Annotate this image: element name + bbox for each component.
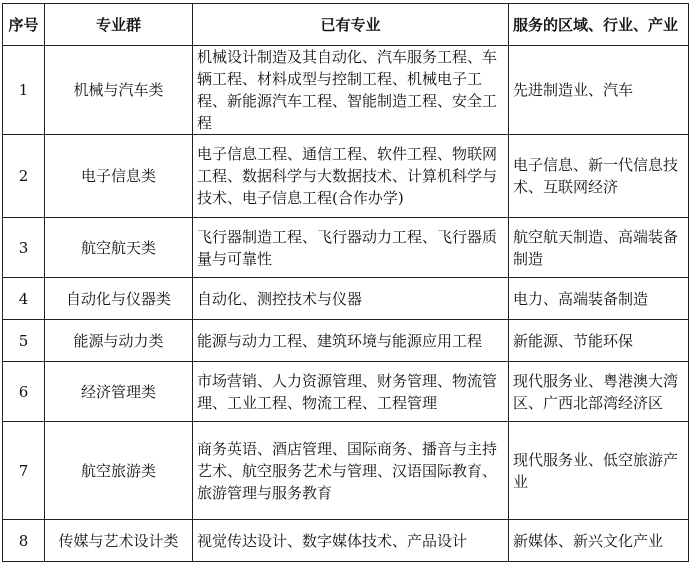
row-majors: 电子信息工程、通信工程、软件工程、物联网工程、数据科学与大数据技术、计算机科学与技术、电子信息工程(合作办学)	[193, 135, 509, 218]
row-group: 能源与动力类	[45, 320, 193, 362]
header-majors: 已有专业	[193, 4, 509, 46]
header-service: 服务的区域、行业、产业	[509, 4, 689, 46]
table-row	[3, 135, 689, 218]
row-service: 新媒体、新兴文化产业	[509, 520, 689, 562]
table-row	[3, 422, 689, 520]
row-majors: 商务英语、酒店管理、国际商务、播音与主持艺术、航空服务艺术与管理、汉语国际教育、旅游管理与服务教育	[193, 422, 509, 520]
row-service: 先进制造业、汽车	[509, 46, 689, 135]
table-row	[3, 278, 689, 320]
row-majors: 飞行器制造工程、飞行器动力工程、飞行器质量与可靠性	[193, 218, 509, 278]
row-group: 航空航天类	[45, 218, 193, 278]
row-no: 7	[3, 422, 45, 520]
row-group: 机械与汽车类	[45, 46, 193, 135]
row-majors: 市场营销、人力资源管理、财务管理、物流管理、工业工程、物流工程、工程管理	[193, 362, 509, 422]
row-group: 航空旅游类	[45, 422, 193, 520]
table-row	[3, 218, 689, 278]
table-header-row	[3, 4, 689, 46]
row-group: 传媒与艺术设计类	[45, 520, 193, 562]
row-service: 电力、高端装备制造	[509, 278, 689, 320]
row-service: 电子信息、新一代信息技术、互联网经济	[509, 135, 689, 218]
row-no: 4	[3, 278, 45, 320]
row-service: 现代服务业、低空旅游产业	[509, 422, 689, 520]
row-group: 电子信息类	[45, 135, 193, 218]
row-group: 经济管理类	[45, 362, 193, 422]
row-group: 自动化与仪器类	[45, 278, 193, 320]
row-majors: 机械设计制造及其自动化、汽车服务工程、车辆工程、材料成型与控制工程、机械电子工程、新能源汽车工程、智能制造工程、安全工程	[193, 46, 509, 135]
majors-table	[2, 3, 689, 562]
header-group: 专业群	[45, 4, 193, 46]
row-no: 2	[3, 135, 45, 218]
header-no: 序号	[3, 4, 45, 46]
table-row	[3, 520, 689, 562]
row-service: 新能源、节能环保	[509, 320, 689, 362]
row-majors: 自动化、测控技术与仪器	[193, 278, 509, 320]
row-no: 1	[3, 46, 45, 135]
row-service: 航空航天制造、高端装备制造	[509, 218, 689, 278]
table-row	[3, 362, 689, 422]
row-no: 3	[3, 218, 45, 278]
row-majors: 视觉传达设计、数字媒体技术、产品设计	[193, 520, 509, 562]
row-no: 6	[3, 362, 45, 422]
row-service: 现代服务业、粤港澳大湾区、广西北部湾经济区	[509, 362, 689, 422]
row-no: 5	[3, 320, 45, 362]
row-no: 8	[3, 520, 45, 562]
row-majors: 能源与动力工程、建筑环境与能源应用工程	[193, 320, 509, 362]
table-row	[3, 320, 689, 362]
table-row	[3, 46, 689, 135]
